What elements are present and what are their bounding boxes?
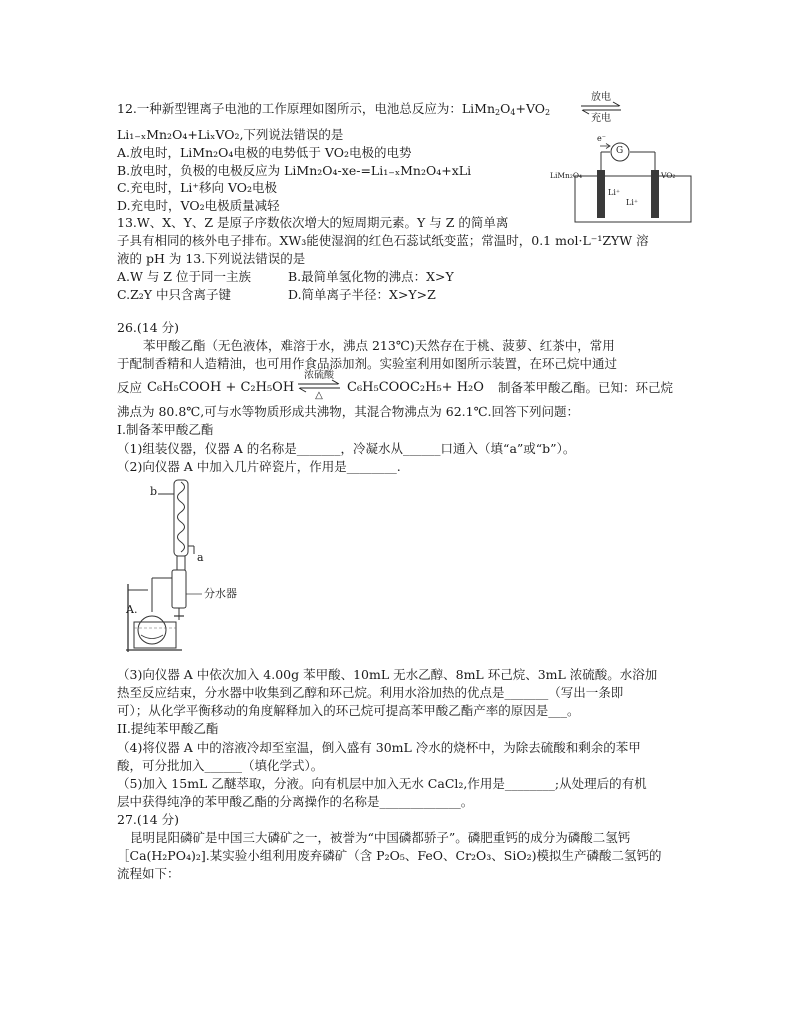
electron-label: e⁻	[597, 134, 606, 143]
right-electrode-label: VO₂	[661, 171, 676, 180]
q26-part-2: （2)向仪器 A 中加入几片碎瓷片，作用是________.	[117, 459, 401, 474]
q26-part-4a: （4)将仪器 A 中的溶液冷却至室温，倒入盛有 30mL 冷水的烧杯中，为除去硫酸和剩余的苯甲	[117, 740, 641, 755]
q26-section-1: I.制备苯甲酸乙酯	[117, 422, 214, 437]
q12-line2: Li₁₋ₓMn₂O₄+LiₓVO₂,下列说法错误的是	[117, 127, 344, 142]
q12-option-c: C.充电时，Li⁺移向 VO₂电极	[117, 180, 278, 195]
q13-option-a: A.W 与 Z 位于同一主族	[117, 269, 251, 284]
q26-part-5b: 层中获得纯净的苯甲酸乙酯的分离操作的名称是_____________。	[117, 794, 474, 809]
q13-option-d: D.简单离子半径：X>Y>Z	[288, 287, 436, 302]
q27-para-2: ［Ca(H₂PO₄)₂].某实验小组利用废弃磷矿（含 P₂O₅、FeO、Cr₂O₃、SiO₂)模拟生产磷酸二氢钙的	[117, 848, 662, 863]
q26-reaction-prefix: 反应	[117, 380, 143, 395]
q27-header: 27.(14 分)	[117, 812, 180, 827]
q26-reactants: C₆H₅COOH + C₂H₅OH	[147, 380, 295, 395]
lithium-ion-label-2: Li⁺	[626, 198, 639, 207]
q27-para-1: 昆明昆阳磷矿是中国三大磷矿之一，被誉为“中国磷都骄子”。磷肥重钙的成分为磷酸二氢钙	[130, 830, 631, 845]
q26-reaction-suffix: 制备苯甲酸乙酯。已知：环己烷	[498, 380, 674, 395]
q13-line2: 子具有相同的核外电子排布。XW₃能使湿润的红色石蕊试纸变蓝；常温时，0.1 mol·L⁻¹ZYW 溶	[117, 233, 649, 248]
q13-line3: 液的 pH 为 13.下列说法错误的是	[117, 251, 306, 266]
inlet-b-label: b	[150, 485, 158, 498]
catalyst-label: 浓硫酸	[304, 370, 334, 381]
battery-diagram	[550, 132, 700, 224]
q26-part-4b: 酸，可分批加入______（填化学式）。	[117, 758, 324, 773]
q27-para-3: 流程如下：	[117, 866, 180, 881]
q26-intro-1: 苯甲酸乙酯（无色液体，难溶于水，沸点 213℃)天然存在于桃、菠萝、红茶中，常用	[143, 338, 615, 353]
discharge-label: 放电	[591, 92, 611, 103]
q26-intro-2: 于配制香精和人造精油，也可用作食品添加剂。实验室利用如图所示装置，在环己烷中通过	[117, 356, 618, 371]
q26-products: C₆H₅COOC₂H₅+ H₂O	[347, 380, 484, 395]
q26-part-3b: 热至反应结束，分水器中收集到乙醇和环己烷。利用水浴加热的优点是_______（写出一条即	[117, 685, 624, 700]
inlet-a-label: a	[197, 551, 204, 564]
heat-label: △	[315, 390, 323, 401]
q12-stem: 12.一种新型锂离子电池的工作原理如图所示，电池总反应为：$LiMn_2O_4+VO_2$	[117, 101, 551, 117]
q13-line1: 13.W、X、Y、Z 是原子序数依次增大的短周期元素。Y 与 Z 的简单离	[117, 215, 509, 230]
q13-option-b: B.最简单氢化物的沸点：X>Y	[288, 269, 454, 284]
q12-reversible-arrow	[579, 92, 623, 124]
charge-label: 充电	[591, 113, 611, 124]
q13-option-c: C.Z₂Y 中只含离子键	[117, 287, 232, 302]
q26-header: 26.(14 分)	[117, 320, 180, 335]
q26-reaction-arrow	[296, 369, 342, 403]
left-electrode-label: LiMn₂O₄	[550, 171, 583, 180]
q26-part-3c: 可）；从化学平衡移动的角度解释加入的环己烷可提高苯甲酸乙酯产率的原因是___。	[117, 703, 580, 718]
galvanometer-label: G	[616, 146, 624, 156]
water-separator-label: 分水器	[204, 587, 237, 600]
q12-option-a: A.放电时，LiMn₂O₄电极的电势低于 VO₂电极的电势	[117, 145, 412, 160]
q26-part-5a: （5)加入 15mL 乙醚萃取，分液。向有机层中加入无水 CaCl₂,作用是________;从处理后的有机	[117, 776, 647, 791]
q26-intro-3: 沸点为 80.8℃,可与水等物质形成共沸物，其混合物沸点为 62.1℃.回答下列问题：	[117, 404, 580, 419]
q12-option-b: B.放电时，负极的电极反应为 LiMn₂O₄-xe-=Li₁₋ₓMn₂O₄+xLi	[117, 163, 472, 178]
lithium-ion-label-1: Li⁺	[608, 188, 621, 197]
apparatus-diagram	[122, 474, 272, 660]
q26-part-3a: （3)向仪器 A 中依次加入 4.00g 苯甲酸、10mL 无水乙醇、8mL 环己烷、3mL 浓硫酸。水浴加	[117, 667, 658, 682]
flask-a-label: A.	[126, 603, 138, 616]
q26-part-1: （1)组装仪器，仪器 A 的名称是_______，冷凝水从______口通入（填“a”或“b”）。	[117, 441, 576, 456]
q12-option-d: D.充电时，VO₂电极质量减轻	[117, 198, 280, 213]
q26-section-2: II.提纯苯甲酸乙酯	[117, 721, 219, 736]
